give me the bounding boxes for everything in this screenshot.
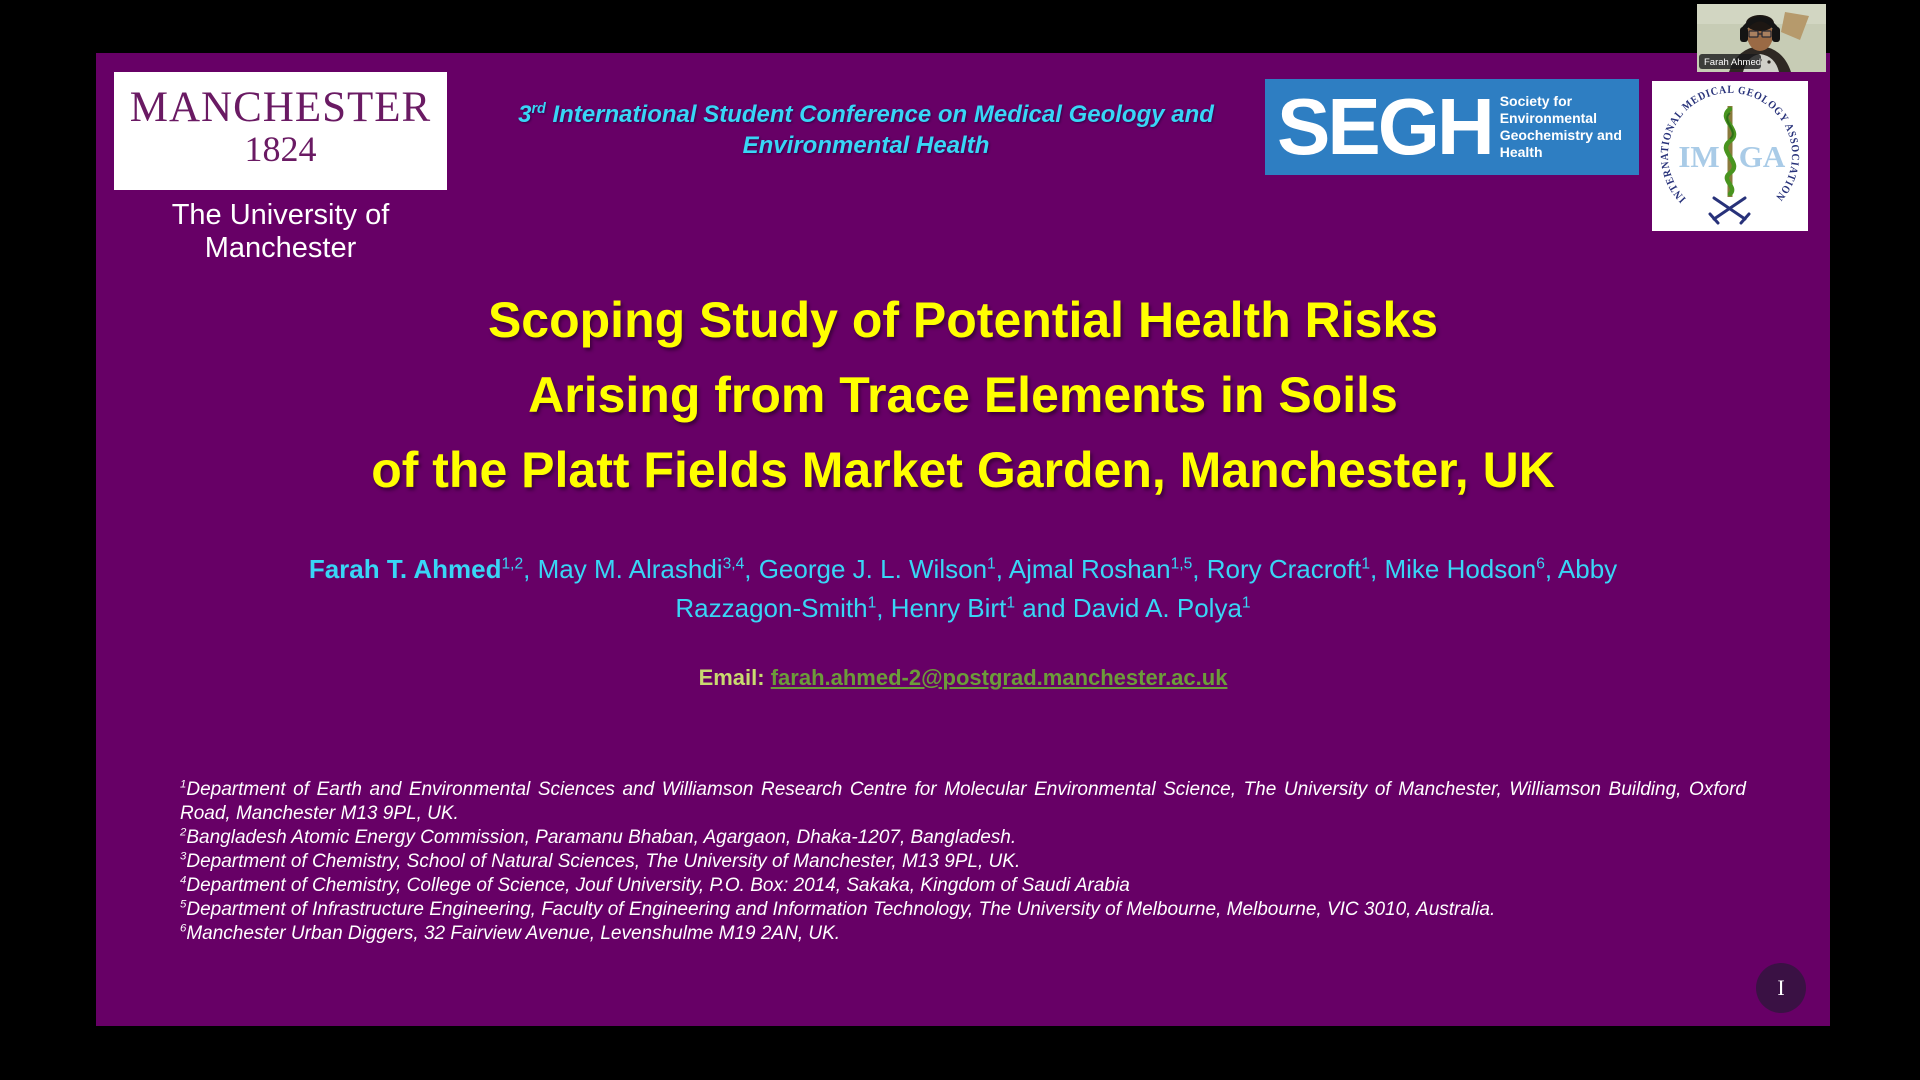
author-list: Farah T. Ahmed$^{1,2}$, May M. Alrashdi$^{3,4}$, George J. L. Wilson$^1$, Ajmal Roshan$^{1,5}$, Rory Cracroft$^1$, Mike Hodson$^6$, Abby Razzagon-Smith$^1$, Henry Birt$^1$ and David A. Polya$^1$ [308,554,1618,623]
imga-center-left: IM [1678,139,1720,174]
segh-acronym: SEGH [1277,82,1492,171]
presentation-slide [96,53,1830,1026]
webcam-name-label: Farah Ahmed [1704,57,1762,68]
affiliation-3: $^3$Department of Chemistry, School of Natural Sciences, The University of Manchester, M13 9PL, UK. [180,850,1021,872]
affiliation-4: $^4$Department of Chemistry, College of Science, Jouf University, P.O. Box: 2014, Sakaka, Kingdom of Saudi Arabia [180,874,1130,896]
imga-hammers-icon [1710,198,1749,223]
segh-logo [1265,79,1639,175]
webcam-video-frame [1697,4,1826,72]
affiliation-5: $^5$Department of Infrastructure Engineering, Faculty of Engineering and Information Technology, The University of Melbourne, Melbourne, VIC 3010, Australia. [180,898,1496,920]
slide-title [96,283,1830,508]
manchester-caption: The University of Manchester [171,199,390,264]
segh-tagline-line: Environmental [1499,110,1597,126]
email-link[interactable]: farah.ahmed-2@postgrad.manchester.ac.uk [770,665,1228,690]
imga-logo-graphic [1652,81,1808,231]
slide-title-line-1: Scoping Study of Potential Health Risks [487,292,1439,348]
imga-logo [1652,81,1808,231]
affiliation-2: $^2$Bangladesh Atomic Energy Commission, Paramanu Bhaban, Agargaon, Dhaka-1207, Bangladesh. [180,826,1017,848]
segh-tagline-line: Society for [1499,93,1573,109]
manchester-year: 1824 [244,129,317,169]
affiliation-6: $^6$Manchester Urban Diggers, 32 Fairview Avenue, Levenshulme M19 2AN, UK. [180,922,841,944]
webcam-thumbnail[interactable] [1697,4,1826,72]
segh-tagline-line: Health [1499,144,1543,160]
imga-ring-text: INTERNATIONAL MEDICAL GEOLOGY ASSOCIATION [1658,83,1802,206]
affiliations-block [180,778,1746,946]
imga-center-right: GA [1738,139,1786,174]
email-line [96,665,1830,691]
slide-title-line-2: Arising from Trace Elements in Soils [528,367,1398,423]
manchester-logo [114,72,447,190]
segh-tagline-line: Geochemistry and [1499,127,1622,143]
slide-title-line-3: of the Platt Fields Market Garden, Manchester, UK [371,442,1555,498]
slide-number-badge[interactable]: I [1756,963,1806,1013]
imga-staff-snake-icon [1726,106,1734,197]
affiliation-1: $^1$Department of Earth and Environmental Sciences and Williamson Research Centre for Molecular Environmental Science, The University of Manchester, Williamson Building, Oxford Road, Manchester M13 9PL, UK. [180,778,1746,824]
manchester-wordmark: MANCHESTER [129,84,432,131]
segh-tagline [1492,93,1626,161]
email-label: Email: [698,665,765,690]
conference-title: 3rd International Student Conference on Medical Geology and Environmental Health [518,101,1214,159]
